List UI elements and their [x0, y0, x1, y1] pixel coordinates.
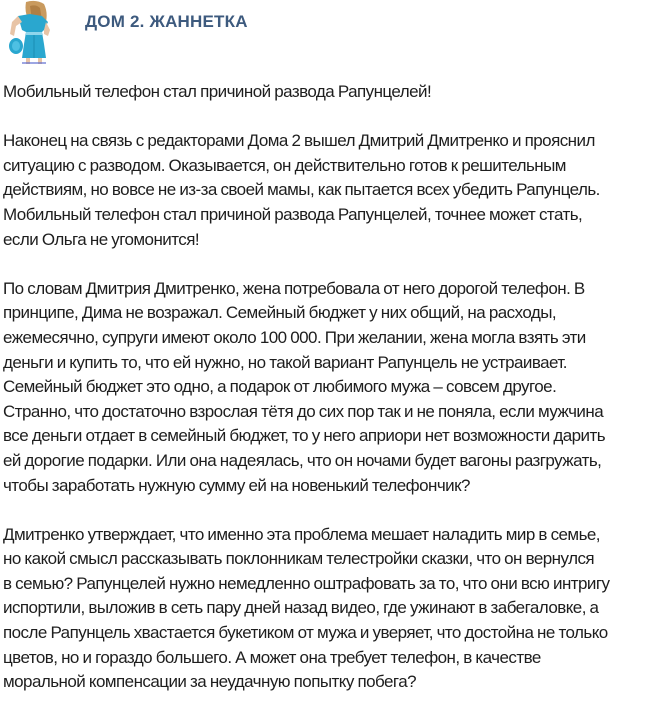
- paragraph-line: если Ольга не угомонится!: [3, 229, 200, 249]
- article-paragraph-1: [3, 129, 668, 252]
- woman-in-blue-dress-image: [0, 0, 64, 66]
- paragraph-line: деньги и купить то, что ей нужно, но такой вариант Рапунцель не устраивает.: [3, 352, 567, 372]
- article-paragraph-3: [3, 523, 668, 695]
- paragraph-line: цветов, но и гораздо большего. А может она требует телефон, в качестве: [3, 647, 541, 667]
- paragraph-line: после Рапунцель хвастается букетиком от мужа и уверяет, что достойна не только: [3, 623, 608, 643]
- paragraph-line: но какой смысл рассказывать поклонникам телестройки сказки, что он вернулся: [3, 549, 595, 569]
- paragraph-line: принципе, Дима не возражал. Семейный бюджет у них общий, на расходы,: [3, 303, 557, 323]
- paragraph-line: ситуацию с разводом. Оказывается, он действительно готов к решительным: [3, 155, 566, 175]
- paragraph-line: все деньги отдает в семейный бюджет, то у него априори нет возможности дарить: [3, 426, 606, 446]
- paragraph-line: Наконец на связь с редакторами Дома 2 вышел Дмитрий Дмитренко и прояснил: [3, 131, 595, 151]
- paragraph-line: Странно, что достаточно взрослая тётя до сих пор так и не поняла, если мужчина: [3, 401, 604, 421]
- paragraph-line: Мобильный телефон стал причиной развода Рапунцелей, точнее может стать,: [3, 204, 583, 224]
- headline-text: Мобильный телефон стал причиной развода Рапунцелей!: [3, 82, 432, 101]
- paragraph-line: моральной компенсации за неудачную попытку побега?: [3, 672, 417, 692]
- article-paragraph-2: [3, 277, 668, 498]
- paragraph-line: По словам Дмитрия Дмитренко, жена потребовала от него дорогой телефон. В: [3, 278, 585, 298]
- article-headline: [3, 80, 668, 105]
- article-body: [3, 80, 668, 719]
- paragraph-line: действиям, но вовсе не из-за своей мамы, как пытается всех убедить Рапунцель.: [3, 180, 600, 200]
- paragraph-line: Дмитренко утверждает, что именно эта проблема мешает наладить мир в семье,: [3, 524, 600, 544]
- paragraph-line: испортили, выложив в сеть пару дней назад видео, где ужинают в забегаловке, а: [3, 598, 599, 618]
- paragraph-line: чтобы заработать нужную сумму ей на новенький телефончик?: [3, 475, 470, 495]
- community-avatar[interactable]: [0, 0, 64, 66]
- paragraph-line: Семейный бюджет это одно, а подарок от любимого мужа – совсем другое.: [3, 377, 557, 397]
- paragraph-line: в семью? Рапунцелей нужно немедленно оштрафовать за то, что они всю интригу: [3, 573, 610, 593]
- paragraph-line: ей дорогие подарки. Или она надеялась, что он ночами будет вагоны разгружать,: [3, 450, 602, 470]
- post-header: [0, 0, 670, 70]
- paragraph-line: ежемесячно, супруги имеют около 100 000. При желании, жена могла взять эти: [3, 327, 586, 347]
- community-title[interactable]: ДОМ 2. ЖАННЕТКА: [85, 12, 248, 31]
